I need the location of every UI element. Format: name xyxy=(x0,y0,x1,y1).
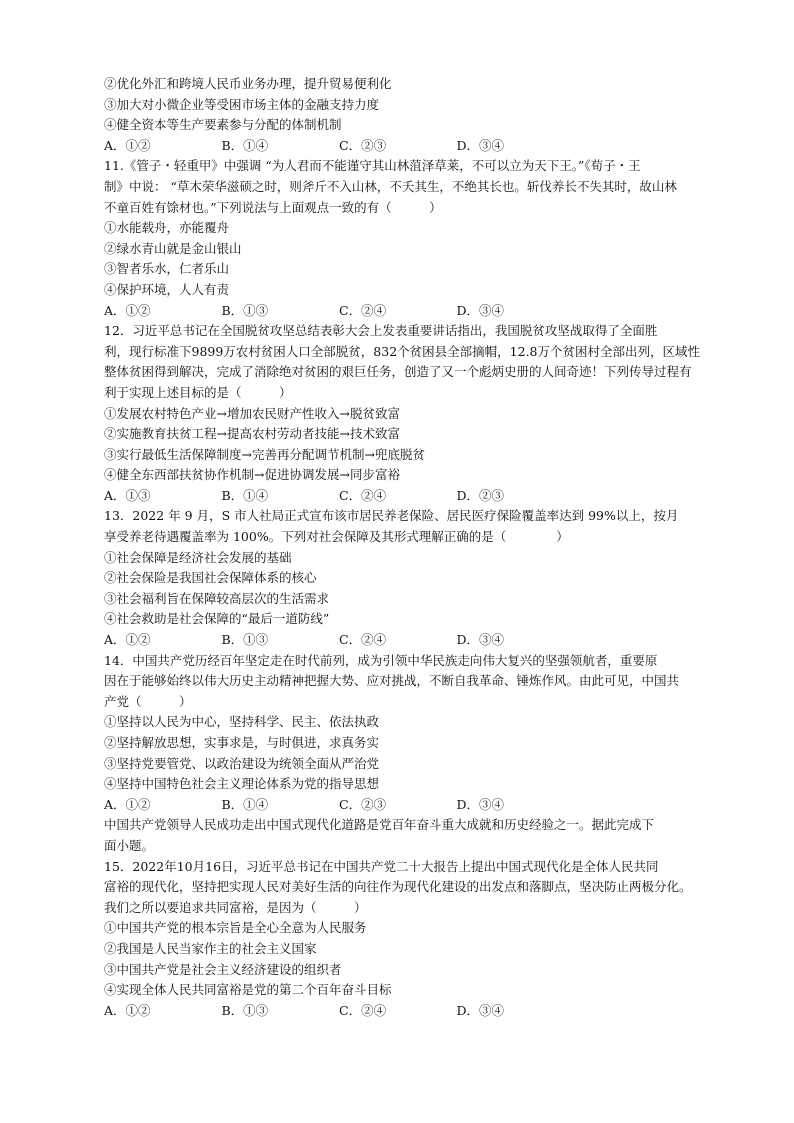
option-line: ①社会保障是经济社会发展的基础 xyxy=(104,549,292,565)
answer-choices xyxy=(104,630,574,651)
question-15 xyxy=(104,857,692,1022)
answer-choices xyxy=(104,136,574,157)
choice-a[interactable]: A．①③ xyxy=(104,487,151,503)
choice-c[interactable]: C．②④ xyxy=(339,302,387,318)
choice-b[interactable]: B．①④ xyxy=(221,487,269,503)
option-line: ①水能载舟，亦能覆舟 xyxy=(104,220,230,236)
material-intro xyxy=(104,815,688,856)
question-stem-line: 制》中说： “草木荣华滋硕之时，则斧斤不入山林，不夭其生，不绝其长也。斩伐养长不失其时，故山林 xyxy=(104,178,677,194)
question-stem-line: 利于实现上述目标的是（ ） xyxy=(104,384,292,400)
choice-b[interactable]: B．①④ xyxy=(221,137,269,153)
option-line: ④保护环境，人人有责 xyxy=(104,281,230,297)
question-10-tail xyxy=(104,74,688,156)
option-line: ②坚持解放思想，实事求是，与时俱进，求真务实 xyxy=(104,735,380,750)
choice-c[interactable]: C．②④ xyxy=(339,1002,387,1018)
question-stem-line: 11.《管子・轻重甲》中强调 “为人君而不能谨守其山林菹泽草莱，不可以立为天下王。”《荀子・王 xyxy=(104,158,641,174)
choice-b[interactable]: B．①③ xyxy=(221,632,269,648)
option-line: ④健全东西部扶贫协作机制→促进协调发展→同步富裕 xyxy=(104,467,400,483)
option-line: ②优化外汇和跨境人民币业务办理，提升贸易便利化 xyxy=(104,76,392,91)
choice-a[interactable]: A．①② xyxy=(104,632,151,648)
choice-c[interactable]: C．②④ xyxy=(339,487,387,503)
question-stem-line: 富裕的现代化，坚持把实现人民对美好生活的向往作为现代化建设的出发点和落脚点，坚决防止两极分化。 xyxy=(104,879,692,895)
question-stem-line: 因在于能够始终以伟大历史主动精神把握大势、应对挑战，不断自我革命、锤炼作风。由此可见，中国共 xyxy=(104,673,680,689)
option-line: ③智者乐水，仁者乐山 xyxy=(104,261,230,277)
question-stem-line: 享受养老待遇覆盖率为 100%。下列对社会保障及其形式理解正确的是（ ） xyxy=(104,529,569,545)
question-stem-line: 14．中国共产党历经百年坚定走在时代前列，成为引领中华民族走向伟大复兴的坚强领航者，重要原 xyxy=(104,652,658,668)
choice-c[interactable]: C．②③ xyxy=(339,796,387,812)
question-stem-line: 利，现行标准下9899万农村贫困人口全部脱贫，832个贫困县全部摘帽，12.8万个贫困村全部出列，区域性 xyxy=(104,343,701,359)
choice-b[interactable]: B．①③ xyxy=(221,1002,269,1018)
option-line: ②绿水青山就是金山银山 xyxy=(104,240,242,256)
answer-choices xyxy=(104,486,574,507)
choice-b[interactable]: B．①④ xyxy=(221,796,269,812)
choice-d[interactable]: D．③④ xyxy=(456,796,505,812)
choice-a[interactable]: A．①② xyxy=(104,796,151,812)
question-stem-line: 15．2022年10月16日，习近平总书记在中国共产党二十大报告上提出中国式现代化是全体人民共同 xyxy=(104,858,659,874)
option-line: ①坚持以人民为中心，坚持科学、民主、依法执政 xyxy=(104,714,380,730)
choice-a[interactable]: A．①② xyxy=(104,302,151,318)
choice-d[interactable]: D．③④ xyxy=(456,1002,505,1018)
answer-choices xyxy=(104,1001,574,1022)
option-line: ③实行最低生活保障制度→完善再分配调节机制→兜底脱贫 xyxy=(104,446,425,462)
option-line: ①中国共产党的根本宗旨是全心全意为人民服务 xyxy=(104,920,367,936)
option-line: ③社会福利旨在保障较高层次的生活需求 xyxy=(104,590,330,606)
exam-page xyxy=(104,74,701,1021)
question-13 xyxy=(104,506,688,650)
question-11 xyxy=(104,156,688,321)
question-14 xyxy=(104,651,688,816)
choice-c[interactable]: C．②③ xyxy=(339,137,387,153)
option-line: ②我国是人民当家作主的社会主义国家 xyxy=(104,940,317,956)
choice-d[interactable]: D．③④ xyxy=(456,302,505,318)
answer-choices xyxy=(104,301,574,322)
option-line: ④坚持中国特色社会主义理论体系为党的指导思想 xyxy=(104,776,380,792)
choice-d[interactable]: D．③④ xyxy=(456,137,505,153)
question-stem-line: 不童百姓有馀材也。”下列说法与上面观点一致的有（ ） xyxy=(104,199,442,215)
option-line: ④健全资本等生产要素参与分配的体制机制 xyxy=(104,117,342,133)
question-stem-line: 12．习近平总书记在全国脱贫攻坚总结表彰大会上发表重要讲话指出，我国脱贫攻坚战取得了全面胜 xyxy=(104,323,658,339)
choice-c[interactable]: C．②④ xyxy=(339,632,387,648)
choice-a[interactable]: A．①② xyxy=(104,137,151,153)
option-line: ②实施教育扶贫工程→提高农村劳动者技能→技术致富 xyxy=(104,426,400,442)
question-stem-line: 产党（ ） xyxy=(104,693,192,709)
option-line: ①发展农村特色产业→增加农民财产性收入→脱贫致富 xyxy=(104,405,400,421)
option-line: ③坚持党要管党、以政治建设为统领全面从严治党 xyxy=(104,755,380,771)
choice-d[interactable]: D．②③ xyxy=(456,487,505,503)
option-line: ③中国共产党是社会主义经济建设的组织者 xyxy=(104,961,342,977)
answer-choices xyxy=(104,795,574,816)
question-stem-line: 13．2022 年 9 月，S 市人社局正式宣布该市居民养老保险、居民医疗保险覆盖率达到 99%以上，按月 xyxy=(104,508,679,524)
choice-a[interactable]: A．①② xyxy=(104,1002,151,1018)
option-line: ③加大对小微企业等受困市场主体的金融支持力度 xyxy=(104,96,380,112)
option-line: ②社会保险是我国社会保障体系的核心 xyxy=(104,570,317,586)
question-stem-line: 整体贫困得到解决，完成了消除绝对贫困的艰巨任务，创造了又一个彪炳史册的人间奇迹！下列传导过程有 xyxy=(104,364,692,380)
question-stem-line: 我们之所以要追求共同富裕，是因为（ ） xyxy=(104,899,367,915)
question-12 xyxy=(104,321,701,506)
intro-line: 面小题。 xyxy=(104,837,155,853)
choice-b[interactable]: B．①③ xyxy=(221,302,269,318)
choice-d[interactable]: D．③④ xyxy=(456,632,505,648)
option-line: ④社会救助是社会保障的“最后一道防线” xyxy=(104,611,330,627)
intro-line: 中国共产党领导人民成功走出中国式现代化道路是党百年奋斗重大成就和历史经验之一。据此完成下 xyxy=(104,817,655,833)
option-line: ④实现全体人民共同富裕是党的第二个百年奋斗目标 xyxy=(104,982,392,998)
